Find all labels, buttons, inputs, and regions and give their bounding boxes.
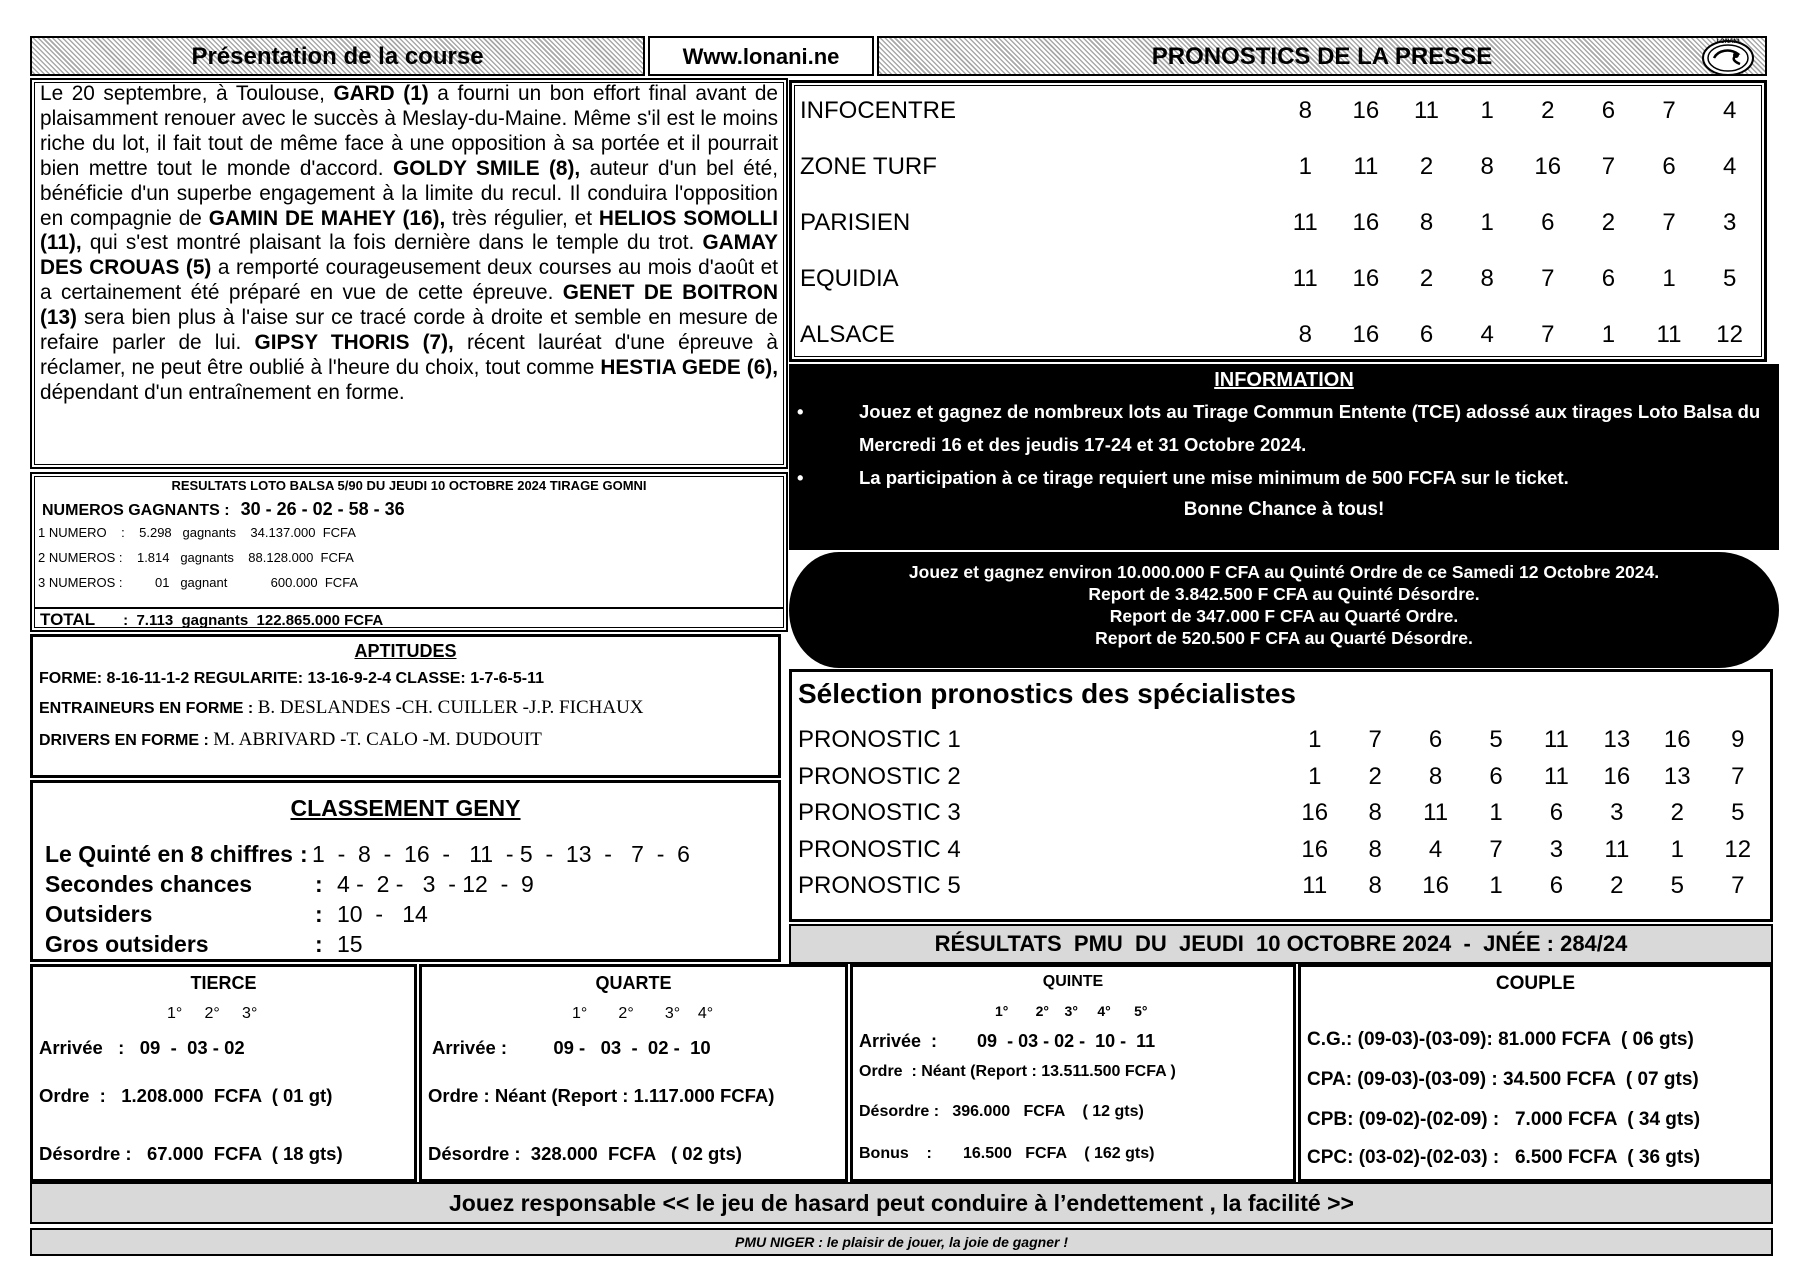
classement-colon: : [300,841,308,867]
press-number: 11 [1656,321,1682,348]
entraineurs-row [33,697,778,719]
specialist-number: 7 [1731,872,1745,900]
classement-key: Secondes chances [45,871,253,897]
press-number: 8 [1298,97,1312,124]
press-row [800,307,1760,362]
press-number: 2 [1541,97,1555,124]
quarte-ordre: Ordre : Néant (Report : 1.117.000 FCFA) [428,1085,775,1106]
specialist-number: 16 [1422,872,1449,900]
classement-value: 10 - 14 [337,901,428,927]
press-number: 1 [1480,97,1494,124]
loto-row-2: 2 NUMEROS : 1.814 gagnants 88.128.000 FCFA [38,550,354,565]
horse-name: GAMIN DE MAHEY (16), [208,206,446,230]
press-number: 16 [1352,209,1380,236]
press-row [800,251,1760,307]
press-number: 7 [1541,265,1555,292]
press-number: 7 [1541,321,1555,348]
horse-name: GIPSY THORIS (7), [254,331,454,355]
classement-row [45,839,690,869]
specialist-number: 4 [1428,835,1443,863]
classement-value: 1 - 8 - 16 - 11 - 5 - 13 - 7 - 6 [312,841,690,867]
presentation-fragment: auteur d'un bel été, bénéficie d'un superbe engagement à la limite du recul. Il conduira l'opposition en compagnie de [40,156,778,230]
quinte-box [850,964,1296,1182]
specialist-number: 6 [1428,726,1443,754]
winning-numbers: 30 - 26 - 02 - 58 - 36 [240,499,405,519]
information-item-2: • La participation à ce tirage requiert une mise minimum de 500 FCFA sur le ticket. [789,461,1779,494]
specialist-number: 5 [1731,799,1745,827]
specialist-name: PRONOSTIC 4 [798,835,961,863]
specialist-number: 11 [1543,762,1569,790]
loto-title: RESULTATS LOTO BALSA 5/90 DU JEUDI 10 OCTOBRE 2024 TIRAGE GOMNI [171,478,647,493]
press-row [800,195,1760,251]
press-number: 1 [1298,153,1312,180]
presentation-fragment: a remporté courageusement deux courses au mois d'août et a certainement été préparé en vue de cette épreuve. [40,256,779,305]
classement-row [45,929,363,959]
aptitudes-title: APTITUDES [354,641,457,661]
couple-title: COUPLE [1495,973,1576,994]
tierce-ordre: Ordre : 1.208.000 FCFA ( 01 gt) [39,1085,333,1106]
press-number: 6 [1541,209,1555,236]
entraineurs-value: B. DESLANDES -CH. CUILLER -J.P. FICHAUX [257,697,644,718]
information-panel [789,364,1779,550]
specialist-number: 11 [1423,799,1449,827]
classement-title: CLASSEMENT GENY [290,795,521,821]
couple-row-cpa: CPA: (09-03)-(03-09) : 34.500 FCFA ( 07 gts) [1307,1069,1699,1090]
quarte-box [419,964,848,1182]
press-source: INFOCENTRE [800,97,956,124]
loto-results-box [30,472,788,632]
specialist-number: 16 [1301,835,1329,863]
classement-colon: : [315,871,323,897]
specialist-name: PRONOSTIC 1 [798,726,961,754]
drivers-label: DRIVERS EN FORME : [39,732,209,749]
press-number: 8 [1298,321,1312,348]
quinte-ordre: Ordre : Néant (Report : 13.511.500 FCFA ) [859,1063,1176,1080]
horse-name: HELIOS SOMOLLI (11), [40,206,778,255]
presentation-fragment: très régulier, et [445,206,599,230]
press-number: 12 [1716,321,1743,348]
specialist-number: 13 [1663,762,1691,790]
presentation-fragment: a fourni un bon effort final avant de plaisamment renouer avec le succès à Meslay-du-Maine. Même s'il est le moins riche du lot, il fait tout de même face à une opposition à sa portée et il pourrait bien mettre tout le monde d'accord. [40,82,778,180]
quarte-positions: 1° 2° 3° 4° [572,1005,714,1022]
press-header [877,36,1767,76]
press-row [800,83,1760,139]
specialist-number: 11 [1543,726,1569,754]
press-number: 4 [1722,153,1737,180]
specialist-number: 1 [1670,835,1684,863]
horse-name: GAMAY DES CROUAS (5) [40,231,778,280]
slogan-bar [30,1228,1773,1256]
press-number: 5 [1722,265,1737,292]
slogan-text: PMU NIGER : le plaisir de jouer, la joie de gagner ! [735,1234,1068,1250]
press-number: 8 [1419,209,1434,236]
tierce-box [30,964,417,1182]
specialist-number: 7 [1731,762,1745,790]
specialist-name: PRONOSTIC 5 [798,872,961,900]
press-number: 2 [1419,265,1434,292]
press-number: 2 [1601,209,1616,236]
specialist-number: 6 [1489,762,1503,790]
press-number: 6 [1662,153,1676,180]
specialist-row [798,759,1768,796]
press-number: 6 [1601,97,1616,124]
specialist-number: 8 [1368,872,1382,900]
press-number: 8 [1480,153,1494,180]
press-number: 11 [1292,209,1318,236]
classement-row [45,869,534,899]
specialist-number: 2 [1368,762,1382,790]
press-number: 1 [1601,321,1616,348]
press-number: 7 [1601,153,1616,180]
specialist-number: 5 [1670,872,1684,900]
quinte-bonus: Bonus : 16.500 FCFA ( 162 gts) [859,1145,1155,1162]
specialist-number: 8 [1368,799,1382,827]
aptitudes-forme: FORME: 8-16-11-1-2 REGULARITE: 13-16-9-2-4 CLASSE: 1-7-6-5-11 [39,670,545,687]
specialist-number: 2 [1610,872,1624,900]
presentation-fragment: Le 20 septembre, à Toulouse, [40,82,334,105]
responsible-banner [30,1182,1773,1224]
presentation-fragment: qui s'est montré plaisant la fois dernière dans le temple du trot. [81,231,703,255]
press-number: 2 [1419,153,1434,180]
press-number: 16 [1352,97,1380,124]
specialists-title: Sélection pronostics des spécialistes [798,678,1296,709]
quinte-title: QUINTE [1042,973,1104,990]
jackpot-panel [789,552,1779,668]
specialist-number: 1 [1308,762,1322,790]
press-title: PRONOSTICS DE LA PRESSE [1151,43,1493,70]
presentation-fragment: sera bien plus à l'aise sur ce tracé corde à droite et semble en mesure de refaire parler de lui. [40,306,778,355]
classement-key: Le Quinté en 8 chiffres [45,841,293,867]
total-value: : 7.113 gagnants 122.865.000 FCFA [123,612,384,629]
couple-row-cpb: CPB: (09-02)-(02-09) : 7.000 FCFA ( 34 gts) [1307,1109,1701,1130]
quinte-positions: 1° 2° 3° 4° 5° [995,1003,1148,1019]
quarte-arrivee: Arrivée : 09 - 03 - 02 - 10 [432,1037,711,1058]
press-source: PARISIEN [800,209,911,236]
specialist-number: 13 [1603,726,1631,754]
specialist-name: PRONOSTIC 3 [798,799,961,827]
press-number: 11 [1353,153,1379,180]
information-item-1: • Jouez et gagnez de nombreux lots au Tirage Commun Entente (TCE) adossé aux tirages Loto Balsa du Mercredi 16 et des jeudis 17-24 et 31 Octobre 2024. [789,395,1779,461]
lonani-logo-icon [1700,34,1756,78]
specialist-number: 8 [1368,835,1382,863]
jackpot-line-3: Report de 347.000 F CFA au Quarté Ordre. [1109,606,1459,626]
classement-key: Outsiders [45,901,153,927]
couple-row-cg: C.G.: (09-03)-(03-09): 81.000 FCFA ( 06 gts) [1307,1029,1694,1050]
loto-total [40,608,383,632]
specialist-number: 16 [1663,726,1691,754]
aptitudes-box [30,634,781,778]
specialist-name: PRONOSTIC 2 [798,762,961,790]
specialist-number: 16 [1301,799,1329,827]
horse-name: GARD (1) [333,82,429,105]
specialist-number: 6 [1549,872,1564,900]
press-number: 6 [1601,265,1616,292]
classement-key: Gros outsiders [45,931,209,957]
specialist-row [798,868,1768,905]
classement-value: 4 - 2 - 3 - 12 - 9 [337,871,534,897]
total-label: TOTAL [40,610,95,629]
specialist-number: 7 [1368,726,1382,754]
couple-box [1298,964,1773,1182]
specialist-number: 5 [1489,726,1503,754]
specialist-number: 12 [1724,835,1752,863]
specialist-row [798,832,1768,869]
quarte-title: QUARTE [595,973,672,993]
bullet-icon: • [797,467,804,488]
press-number: 7 [1662,97,1676,124]
classement-box [30,780,781,962]
website-link[interactable]: Www.lonani.ne [682,44,840,69]
press-number: 8 [1480,265,1494,292]
logo-text: LONANI [1716,39,1740,45]
jackpot-line-4: Report de 520.500 F CFA au Quarté Désordre. [1095,628,1473,648]
press-source: ZONE TURF [800,153,937,180]
drivers-value: M. ABRIVARD -T. CALO -M. DUDOUIT [213,729,542,750]
specialist-number: 2 [1670,799,1684,827]
specialist-row [798,795,1768,832]
specialist-number: 3 [1549,835,1564,863]
press-number: 1 [1662,265,1676,292]
horse-name: GENET DE BOITRON (13) [40,281,778,330]
horse-name: GOLDY SMILE (8), [393,156,581,180]
specialist-number: 6 [1549,799,1564,827]
jackpot-line-1: Jouez et gagnez environ 10.000.000 F CFA au Quinté Ordre de ce Samedi 12 Octobre 2024. [908,562,1660,582]
press-number: 7 [1662,209,1676,236]
quinte-arrivee: Arrivée : 09 - 03 - 02 - 10 - 11 [859,1031,1156,1051]
pmu-results-title: RÉSULTATS PMU DU JEUDI 10 OCTOBRE 2024 - JNÉE : 284/24 [934,931,1628,956]
specialist-row [798,722,1768,759]
press-source: EQUIDIA [800,265,899,292]
press-number: 3 [1722,209,1737,236]
presentation-fragment: récent lauréat d'une épreuve à réclamer, ne peut être oublié à l'heure du choix, tout comme [40,331,778,379]
tierce-positions: 1° 2° 3° [167,1005,258,1022]
quarte-desordre: Désordre : 328.000 FCFA ( 02 gts) [428,1143,742,1164]
specialist-number: 1 [1489,799,1503,827]
responsible-text: Jouez responsable << le jeu de hasard peut conduire à l’endettement , la facilité >> [449,1190,1354,1216]
specialist-number: 8 [1428,762,1443,790]
press-number: 11 [1414,97,1439,124]
presentation-box [30,78,788,469]
specialist-number: 1 [1489,872,1503,900]
classement-value: 15 [337,931,363,957]
press-number: 11 [1292,265,1318,292]
press-number: 4 [1480,321,1494,348]
press-source: ALSACE [800,321,895,348]
information-closing: Bonne Chance à tous! [1183,499,1385,520]
classement-row [45,899,428,929]
presentation-header [30,36,645,76]
loto-row-1: 1 NUMERO : 5.298 gagnants 34.137.000 FCFA [38,525,356,540]
information-title: INFORMATION [1214,369,1354,391]
specialist-number: 11 [1302,872,1328,900]
specialist-number: 3 [1610,799,1624,827]
bullet-icon: • [797,401,804,422]
entraineurs-label: ENTRAINEURS EN FORME : [39,700,254,717]
drivers-row [33,729,778,751]
specialist-number: 7 [1489,835,1503,863]
specialist-number: 1 [1308,726,1322,754]
tierce-desordre: Désordre : 67.000 FCFA ( 18 gts) [39,1143,343,1164]
tierce-title: TIERCE [190,973,257,993]
press-number: 1 [1480,209,1494,236]
classement-colon: : [315,931,323,957]
press-number: 16 [1534,153,1562,180]
horse-name: HESTIA GEDE (6), [600,355,778,379]
quinte-desordre: Désordre : 396.000 FCFA ( 12 gts) [859,1103,1144,1120]
presentation-fragment: dépendant d'un entraînement en forme. [40,380,405,404]
pmu-results-header [789,924,1773,964]
couple-row-cpc: CPC: (03-02)-(02-03) : 6.500 FCFA ( 36 gts) [1307,1147,1701,1168]
press-number: 16 [1352,321,1380,348]
press-number: 4 [1722,97,1737,124]
specialist-number: 9 [1731,726,1745,754]
tierce-arrivee: Arrivée : 09 - 03 - 02 [39,1037,245,1058]
specialist-number: 16 [1603,762,1631,790]
press-table-box [789,80,1767,362]
jackpot-line-2: Report de 3.842.500 F CFA au Quinté Désordre. [1088,584,1480,604]
presentation-title: Présentation de la course [191,43,484,70]
website-box[interactable] [648,36,874,76]
winning-label: NUMEROS GAGNANTS : [42,502,230,519]
press-number: 16 [1352,265,1380,292]
specialists-box [789,669,1773,922]
classement-colon: : [315,901,323,927]
press-row [800,139,1760,195]
loto-row-3: 3 NUMEROS : 01 gagnant 600.000 FCFA [38,575,359,590]
specialist-number: 11 [1604,835,1630,863]
press-number: 6 [1419,321,1434,348]
